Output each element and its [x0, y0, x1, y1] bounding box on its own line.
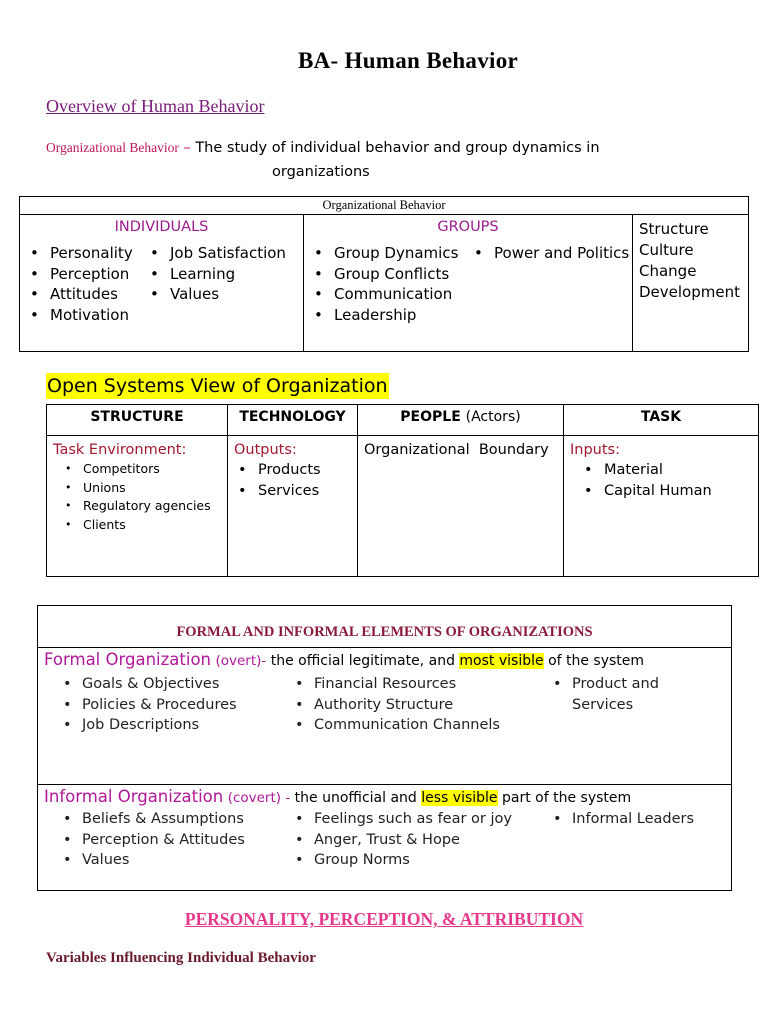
formal-informal-heading: FORMAL AND INFORMAL ELEMENTS OF ORGANIZATIONS	[176, 624, 593, 640]
list-item: • Learning	[140, 264, 286, 285]
ob-text-line2: organizations	[272, 164, 370, 180]
formal-informal-box	[37, 605, 732, 891]
informal-org-highlight: less visible	[421, 790, 498, 806]
list-item: • Job Satisfaction	[140, 243, 286, 264]
ob-side-cell	[633, 215, 749, 352]
list-item: • Beliefs & Assumptions	[56, 809, 286, 830]
variables-heading: Variables Influencing Individual Behavior	[46, 950, 316, 966]
list-item: • Financial Resources	[288, 674, 528, 695]
ob-table	[19, 196, 749, 352]
list-item: • Leadership	[304, 305, 464, 326]
individuals-header: INDIVIDUALS	[20, 215, 304, 242]
ob-text-line1: The study of individual behavior and group dynamics in	[195, 140, 600, 156]
formal-org-desc-after: of the system	[548, 653, 645, 669]
ob-dash: –	[183, 140, 191, 156]
ob-table-caption: Organizational Behavior	[20, 197, 749, 215]
organizational-boundary: Organizational Boundary	[364, 442, 549, 458]
list-item: • Attitudes	[20, 284, 140, 305]
list-item: • Perception	[20, 264, 140, 285]
list-item: • Informal Leaders	[546, 809, 716, 830]
list-item: • Values	[140, 284, 286, 305]
structure-list	[53, 460, 221, 534]
formal-org-desc-before: the official legitimate, and	[270, 653, 455, 669]
list-item: • Communication	[304, 284, 464, 305]
list-item: • Material	[574, 460, 752, 481]
list-item: • Job Descriptions	[56, 715, 286, 736]
technology-cell	[228, 436, 358, 577]
divider	[38, 647, 731, 648]
list-item: • Products	[228, 460, 351, 481]
ob-term: Organizational Behavior	[46, 140, 179, 155]
formal-org-paren: (overt)-	[215, 653, 267, 669]
list-item: • Regulatory agencies	[53, 497, 221, 516]
list-item: • Perception & Attitudes	[56, 830, 286, 851]
informal-org-title	[44, 787, 631, 806]
open-systems-table	[46, 404, 759, 577]
overview-heading: Overview of Human Behavior	[46, 96, 265, 116]
informal-org-name: Informal Organization	[44, 787, 224, 806]
informal-org-paren: (covert) -	[227, 790, 291, 806]
list-item: • Competitors	[53, 460, 221, 479]
list-item: • Motivation	[20, 305, 140, 326]
list-item: • Values	[56, 850, 286, 871]
list-item: • Power and Politics	[464, 243, 629, 264]
inputs-label: Inputs:	[570, 442, 620, 458]
divider	[38, 784, 731, 785]
task-header: TASK	[564, 405, 759, 436]
ob-definition	[46, 136, 686, 184]
list-item: • Product and Services	[546, 674, 686, 715]
people-header-label: PEOPLE	[400, 409, 461, 425]
list-item: • Anger, Trust & Hope	[288, 830, 538, 851]
task-environment-label: Task Environment:	[53, 442, 187, 458]
technology-list	[228, 460, 351, 502]
individuals-list-2	[140, 243, 286, 325]
formal-org-title	[44, 650, 644, 669]
ppa-heading: PERSONALITY, PERCEPTION, & ATTRIBUTION	[184, 909, 584, 929]
list-item: • Services	[228, 481, 351, 502]
side-item: Change	[639, 262, 697, 280]
formal-col3	[546, 674, 686, 715]
list-item: • Policies & Procedures	[56, 695, 286, 716]
informal-org-desc-after: part of the system	[502, 790, 632, 806]
groups-header: GROUPS	[304, 215, 633, 242]
outputs-label: Outputs:	[234, 442, 297, 458]
groups-list-2	[464, 243, 629, 325]
people-cell	[358, 436, 564, 577]
list-item: • Group Conflicts	[304, 264, 464, 285]
formal-col2	[288, 674, 528, 736]
list-item: • Goals & Objectives	[56, 674, 286, 695]
individuals-list-1	[20, 243, 140, 325]
structure-header: STRUCTURE	[47, 405, 228, 436]
formal-org-name: Formal Organization	[44, 650, 211, 669]
task-cell	[564, 436, 759, 577]
list-item: • Personality	[20, 243, 140, 264]
groups-cell	[304, 241, 633, 352]
technology-header: TECHNOLOGY	[228, 405, 358, 436]
list-item: • Feelings such as fear or joy	[288, 809, 538, 830]
informal-org-desc-before: the unofficial and	[294, 790, 417, 806]
document-title: BA- Human Behavior	[297, 48, 519, 73]
side-item: Structure	[639, 220, 709, 238]
side-item: Culture	[639, 241, 694, 259]
people-header	[358, 405, 564, 436]
informal-col2	[288, 809, 538, 871]
list-item: • Clients	[53, 516, 221, 535]
side-item: Development	[639, 283, 740, 301]
formal-col1	[56, 674, 286, 736]
groups-list-1	[304, 243, 464, 325]
list-item: • Group Norms	[288, 850, 538, 871]
list-item: • Communication Channels	[288, 715, 528, 736]
people-header-suffix: (Actors)	[465, 409, 521, 425]
list-item: • Group Dynamics	[304, 243, 464, 264]
individuals-cell	[20, 241, 304, 352]
formal-org-highlight: most visible	[459, 653, 544, 669]
list-item: • Authority Structure	[288, 695, 528, 716]
structure-cell	[47, 436, 228, 577]
task-list	[574, 460, 752, 502]
informal-col1	[56, 809, 286, 871]
informal-col3	[546, 809, 716, 830]
open-systems-title: Open Systems View of Organization	[47, 375, 388, 397]
list-item: • Unions	[53, 479, 221, 498]
list-item: • Capital Human	[574, 481, 752, 502]
